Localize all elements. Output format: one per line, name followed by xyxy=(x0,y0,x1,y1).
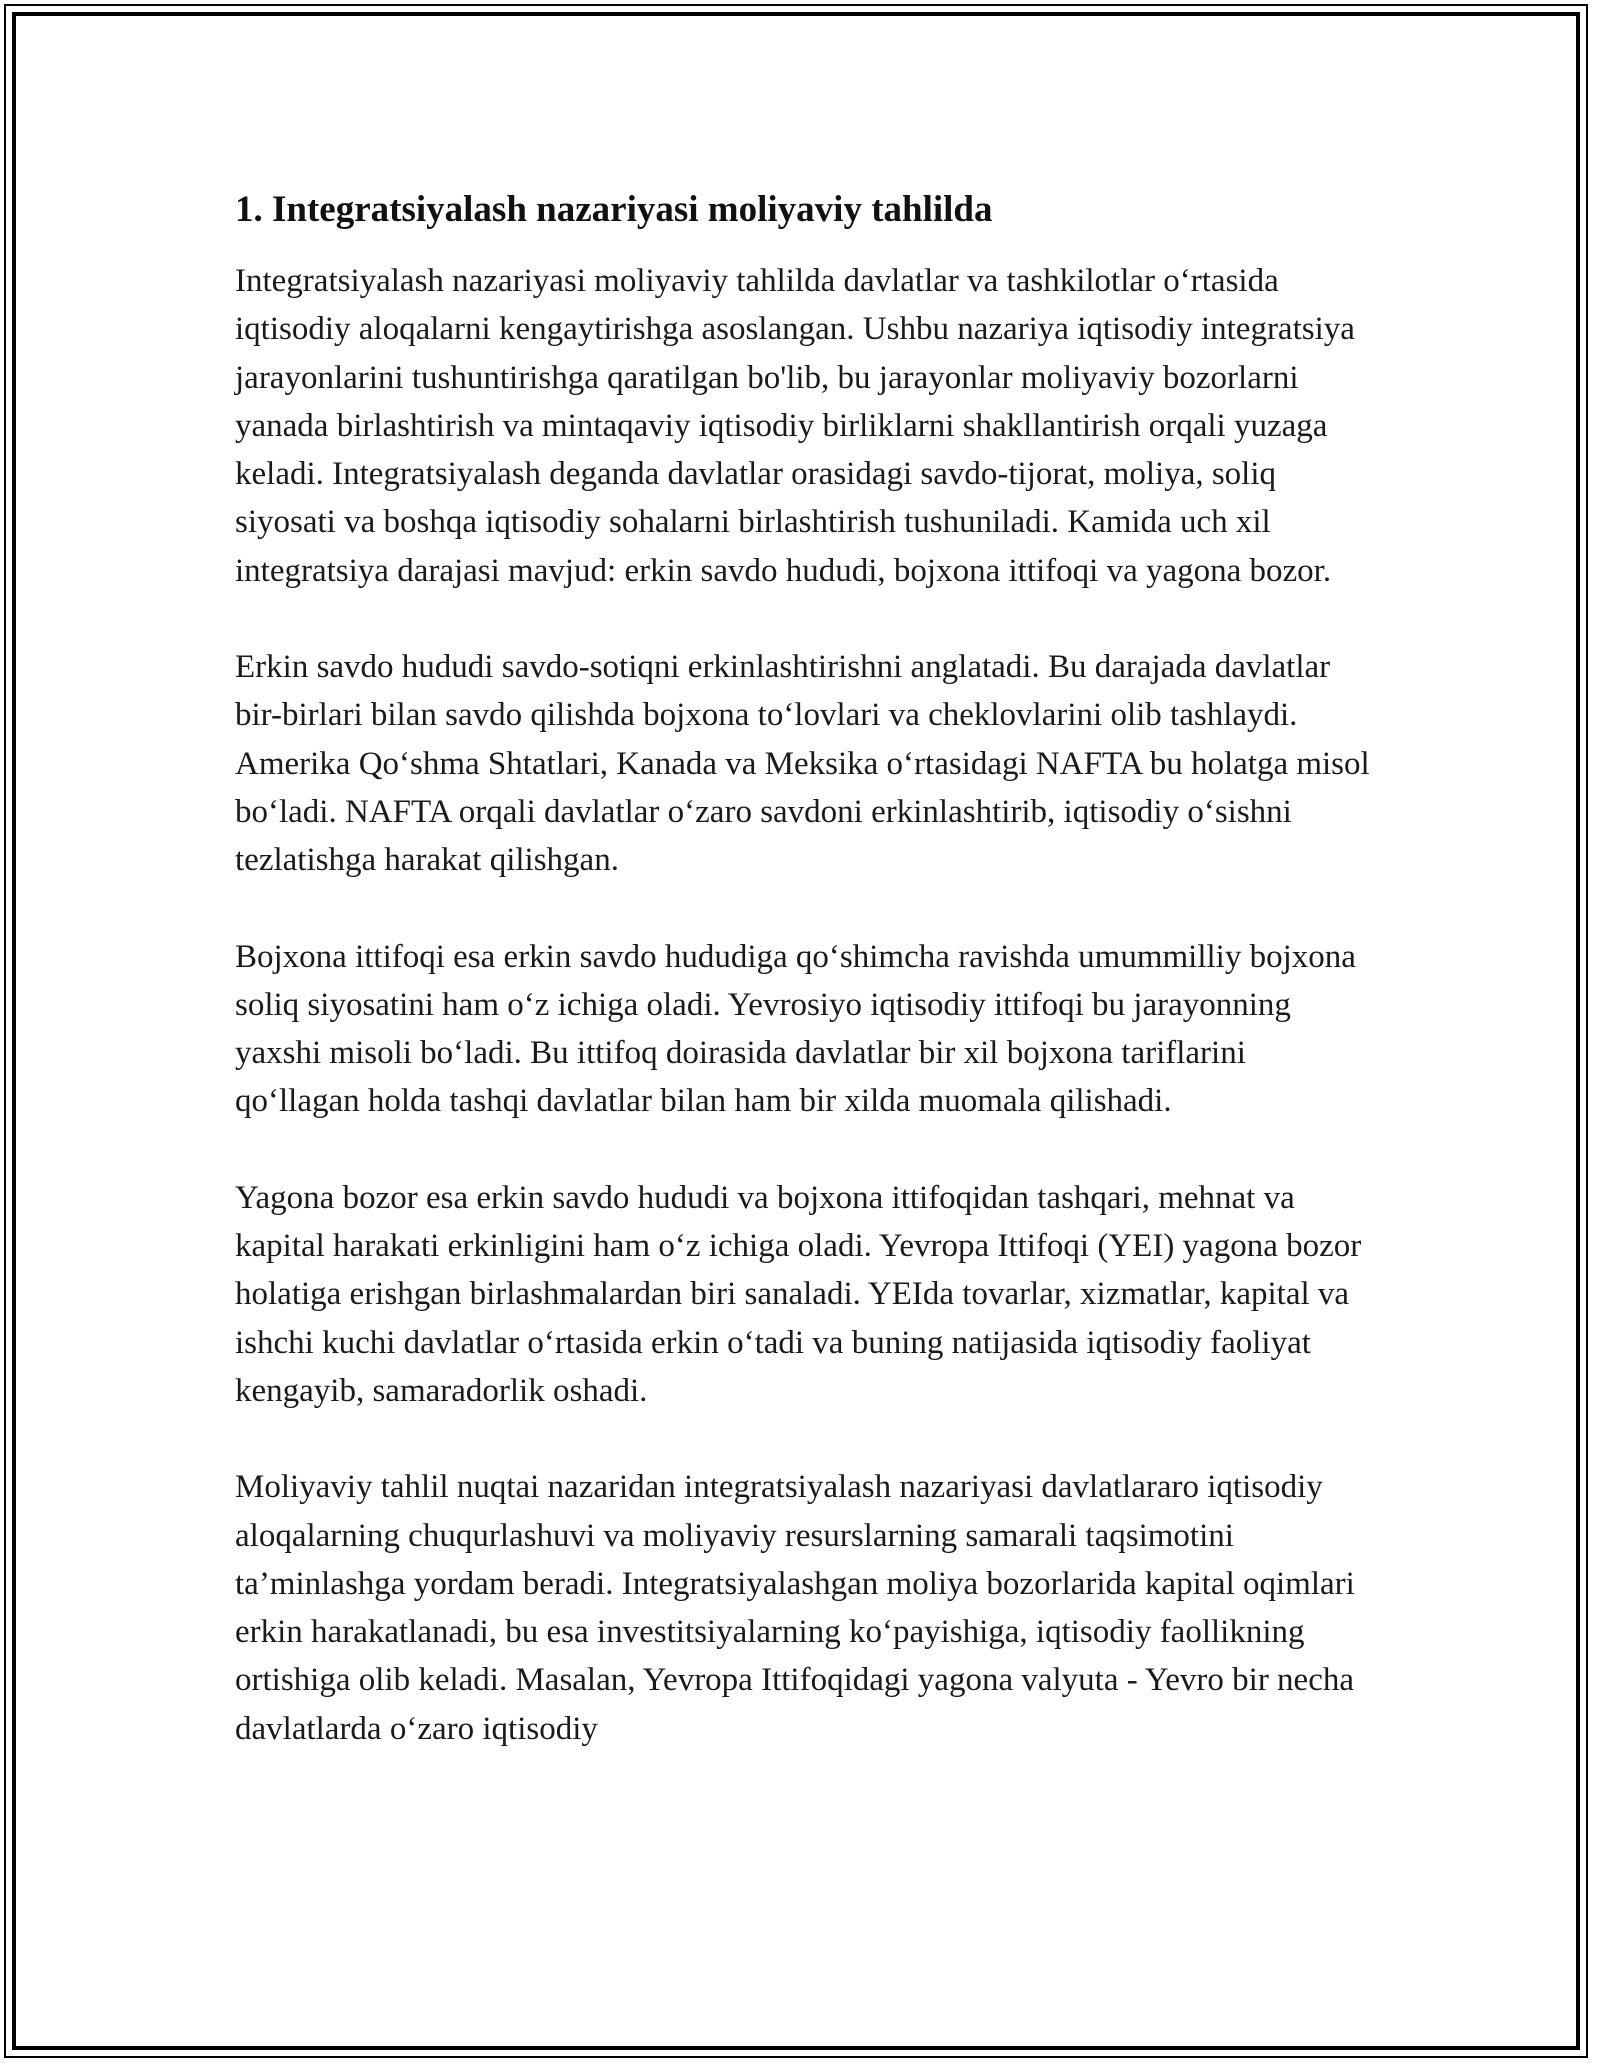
paragraph-integration-intro: Integratsiyalash nazariyasi moliyaviy tahlilda davlatlar va tashkilotlar o‘rtasida iqtisodiy aloqalarni kengaytirishga asoslangan. Ushbu nazariya iqtisodiy integratsiya jarayonlarini tushuntirishga qaratilgan bo'lib, bu jarayonlar moliyaviy bozorlarni yanada birlashtirish va mintaqaviy iqtisodiy birliklarni shakllantirish orqali yuzaga keladi. Integratsiyalash deganda davlatlar orasidagi savdo-tijorat, moliya, soliq siyosati va boshqa iqtisodiy sohalarni birlashtirish tushuniladi. Kamida uch xil integratsiya darajasi mavjud: erkin savdo hududi, bojxona ittifoqi va yagona bozor. xyxy=(235,263,1355,589)
paragraph-customs-union: Bojxona ittifoqi esa erkin savdo hududiga qo‘shimcha ravishda umummilliy bojxona soliq siyosatini ham o‘z ichiga oladi. Yevrosiyo iqtisodiy ittifoqi bu jarayonning yaxshi misoli bo‘ladi. Bu ittifoq doirasida davlatlar bir xil bojxona tariflarini qo‘llagan holda tashqi davlatlar bilan ham bir xilda muomala qilishadi. xyxy=(235,938,1356,1120)
paragraph-financial-analysis: Moliyaviy tahlil nuqtai nazaridan integratsiyalash nazariyasi davlatlararo iqtisodiy aloqalarning chuqurlashuvi va moliyaviy resurslarning samarali taqsimotini ta’minlashga yordam beradi. Integratsiyalashgan moliya bozorlarida kapital oqimlari erkin harakatlanadi, bu esa investitsiyalarning ko‘payishiga, iqtisodiy faollikning ortishiga olib keladi. Masalan, Yevropa Ittifoqidagi yagona valyuta - Yevro bir necha davlatlarda o‘zaro iqtisodiy xyxy=(235,1469,1355,1747)
document-body xyxy=(235,185,1370,1801)
section-heading: 1. Integratsiyalash nazariyasi moliyaviy tahlilda xyxy=(235,189,993,230)
paragraph-free-trade-area: Erkin savdo hududi savdo-sotiqni erkinlashtirishni anglatadi. Bu darajada davlatlar bir-birlari bilan savdo qilishda bojxona to‘lovlari va cheklovlarini olib tashlaydi. Amerika Qo‘shma Shtatlari, Kanada va Meksika o‘rtasidagi NAFTA bu holatga misol bo‘ladi. NAFTA orqali davlatlar o‘zaro savdoni erkinlashtirib, iqtisodiy o‘sishni tezlatishga harakat qilishgan. xyxy=(235,649,1370,879)
paragraph-single-market: Yagona bozor esa erkin savdo hududi va bojxona ittifoqidan tashqari, mehnat va kapital harakati erkinligini ham o‘z ichiga oladi. Yevropa Ittifoqi (YEI) yagona bozor holatiga erishgan birlashmalardan biri sanaladi. YEIda tovarlar, xizmatlar, kapital va ishchi kuchi davlatlar o‘rtasida erkin o‘tadi va buning natijasida iqtisodiy faoliyat kengayib, samaradorlik oshadi. xyxy=(235,1179,1362,1409)
